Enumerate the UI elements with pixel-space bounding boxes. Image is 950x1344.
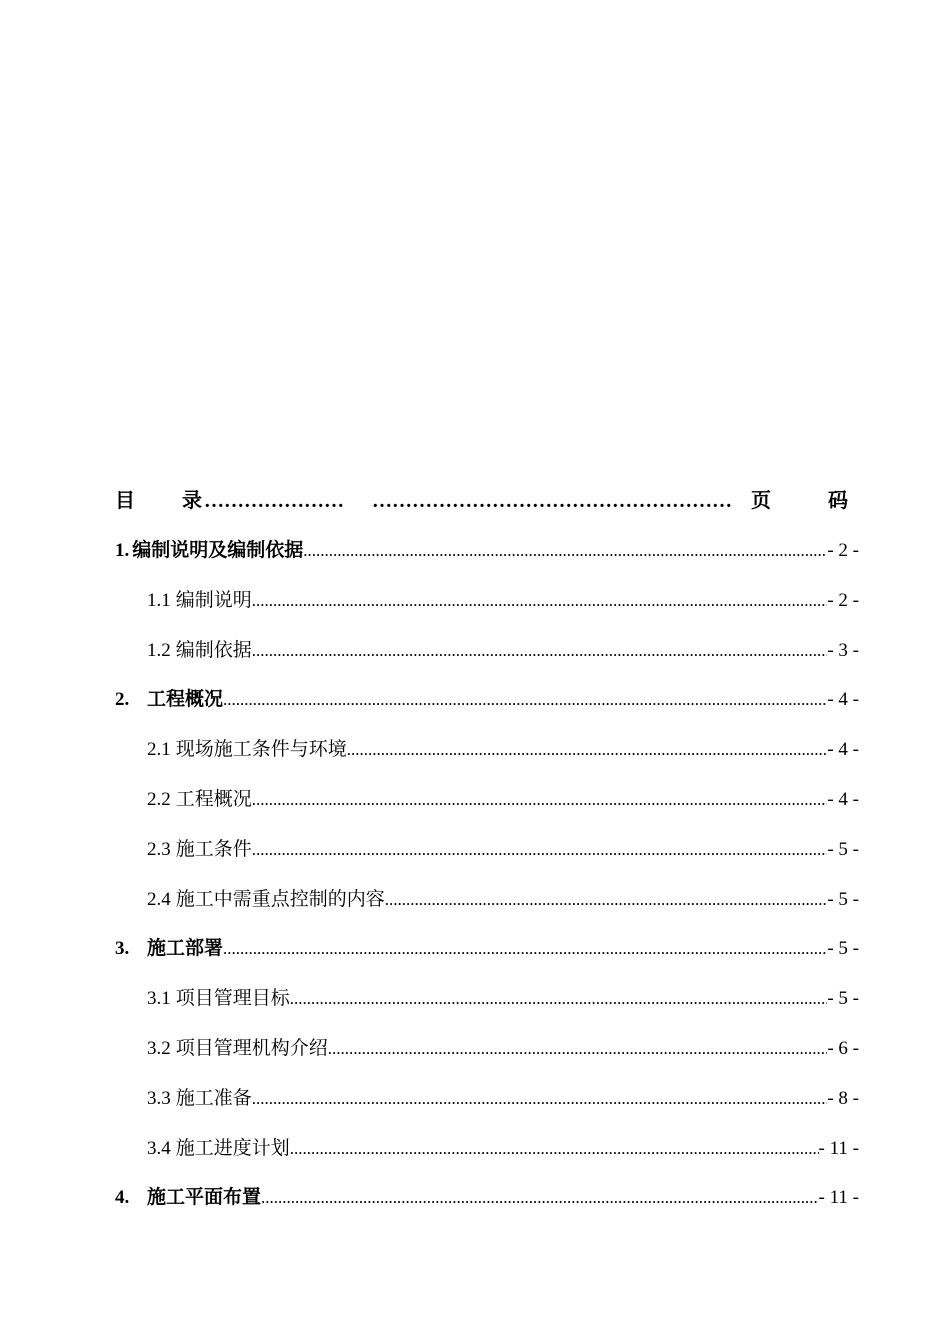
toc-entry-number: 2.4 xyxy=(147,888,171,910)
toc-entry-page: - 2 - xyxy=(827,540,859,561)
toc-entry-page: - 5 - xyxy=(827,938,859,960)
toc-entry-leader xyxy=(290,1135,819,1163)
toc-entry-leader xyxy=(328,1035,828,1063)
toc-entry[interactable] xyxy=(115,587,859,637)
toc-entry-number: 2.1 xyxy=(147,739,171,761)
toc-entry-page: - 6 - xyxy=(827,1037,859,1059)
toc-entry-page: - 11 - xyxy=(818,1137,859,1159)
toc-header xyxy=(115,486,857,516)
toc-entry-title: 编制依据 xyxy=(175,639,252,661)
toc-entry-title: 施工条件 xyxy=(175,838,252,860)
toc-entry-leader xyxy=(252,637,828,665)
toc-entry-number: 3.2 xyxy=(147,1037,171,1059)
toc-entry[interactable] xyxy=(115,935,859,985)
toc-entry-title: 编制说明及编制依据 xyxy=(132,540,304,561)
toc-entry-number: 4. xyxy=(115,1187,130,1209)
toc-entry-leader xyxy=(252,836,828,864)
toc-entry[interactable] xyxy=(115,985,859,1035)
toc-entry-title: 施工进度计划 xyxy=(175,1137,290,1159)
toc-entry[interactable] xyxy=(115,836,859,886)
toc-entry-page: - 4 - xyxy=(827,689,859,711)
toc-entry-number: 1. xyxy=(115,540,130,561)
toc-entry[interactable] xyxy=(115,736,859,786)
toc-entry-title: 项目管理机构介绍 xyxy=(175,1037,328,1059)
toc-entry-title: 施工部署 xyxy=(147,938,224,960)
toc-entry-title: 现场施工条件与环境 xyxy=(175,739,347,761)
toc-entry-number: 2. xyxy=(115,689,130,711)
toc-header-leader-left: ………………… xyxy=(204,490,344,512)
toc-entry-number: 2.3 xyxy=(147,838,171,860)
toc-entry-leader xyxy=(252,786,828,814)
toc-entry-title: 施工准备 xyxy=(175,1087,252,1109)
toc-entry[interactable] xyxy=(115,686,859,736)
toc-entry-leader xyxy=(252,1085,828,1113)
toc-entry-leader xyxy=(347,736,828,764)
toc-entry-title: 项目管理目标 xyxy=(175,988,290,1010)
toc-entry-page: - 3 - xyxy=(827,639,859,661)
toc-entry[interactable] xyxy=(115,1085,859,1135)
toc-entry[interactable] xyxy=(115,637,859,687)
toc-entry[interactable] xyxy=(115,537,859,587)
toc-entry-leader xyxy=(290,985,828,1013)
toc-entry-page: - 5 - xyxy=(827,838,859,860)
toc-entry-page: - 5 - xyxy=(827,988,859,1010)
toc-entry-title: 施工中需重点控制的内容 xyxy=(175,888,385,910)
toc-entry-leader xyxy=(261,1184,819,1212)
toc-entry-page: - 4 - xyxy=(827,788,859,810)
toc-entry-number: 3.4 xyxy=(147,1137,171,1159)
toc-header-mu: 目 xyxy=(115,490,135,512)
toc-entry-number: 2.2 xyxy=(147,788,171,810)
toc-entry[interactable] xyxy=(115,1184,859,1234)
toc-entry-leader xyxy=(385,886,828,914)
toc-entry[interactable] xyxy=(115,1035,859,1085)
toc-entry-page: - 4 - xyxy=(827,739,859,761)
toc-entry-leader xyxy=(303,537,827,565)
toc-header-ma: 码 xyxy=(828,490,848,512)
toc-entry-leader xyxy=(223,686,827,714)
toc-entry[interactable] xyxy=(115,886,859,936)
toc-entry-title: 编制说明 xyxy=(175,589,252,611)
toc-entry-title: 工程概况 xyxy=(175,788,252,810)
toc-entry-number: 3.3 xyxy=(147,1087,171,1109)
toc-entry-number: 1.2 xyxy=(147,639,171,661)
toc-entry-number: 1.1 xyxy=(147,589,171,611)
toc-entry-title: 工程概况 xyxy=(147,689,224,711)
toc-entry-page: - 5 - xyxy=(827,888,859,910)
toc-header-lu: 录 xyxy=(182,490,202,512)
toc-entry-number: 3.1 xyxy=(147,988,171,1010)
toc-entry-number: 3. xyxy=(115,938,130,960)
toc-entry-page: - 8 - xyxy=(827,1087,859,1109)
toc-header-leader-right: ……………………………………………… xyxy=(372,490,732,512)
toc-list xyxy=(115,537,859,1234)
toc-entry-leader xyxy=(223,935,827,963)
toc-entry-title: 施工平面布置 xyxy=(147,1187,262,1209)
toc-entry[interactable] xyxy=(115,786,859,836)
toc-entry-leader xyxy=(252,587,828,615)
toc-entry-page: - 11 - xyxy=(818,1187,859,1209)
toc-entry[interactable] xyxy=(115,1135,859,1185)
toc-header-ye: 页 xyxy=(751,490,771,512)
toc-entry-page: - 2 - xyxy=(827,589,859,611)
